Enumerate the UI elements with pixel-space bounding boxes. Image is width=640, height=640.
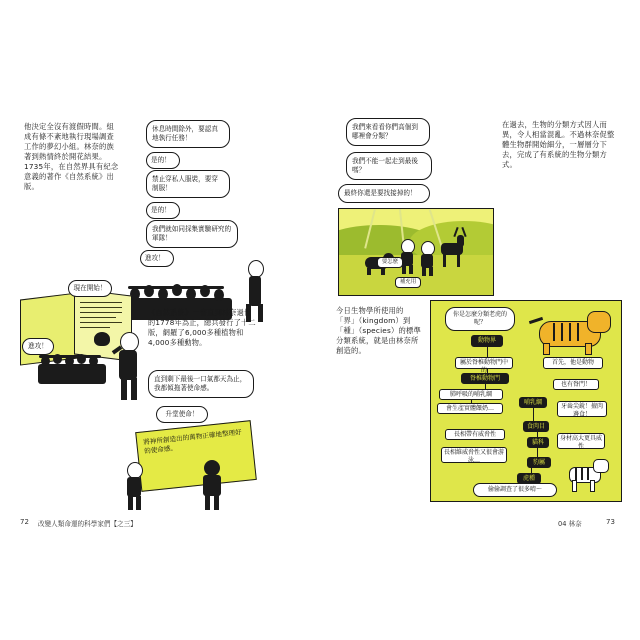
- node-tiger-species: 虎種: [517, 473, 541, 484]
- node-first-animal: 首先，他是動物: [543, 357, 603, 369]
- balloon-final-use: [338, 184, 430, 203]
- node-spine-note: 屬於脊椎動物門中的: [455, 357, 513, 369]
- node-mammalia: 哺乳綱: [519, 397, 547, 408]
- balloon-advance: [140, 250, 174, 267]
- node-looks-threatening: 長相帶有威脅性: [445, 429, 505, 440]
- node-panthera: 豹屬: [527, 457, 551, 468]
- bottom-note-balloon: [473, 483, 557, 497]
- creator-order-plaque: [135, 420, 257, 492]
- edge-5: [533, 408, 534, 421]
- edge-3: [485, 384, 486, 389]
- carrier-figure-left: [122, 462, 148, 510]
- node-how-question: [445, 307, 515, 331]
- animal-scene-illustration: [338, 208, 494, 296]
- node-felidae: 貓科: [527, 437, 549, 448]
- balloon-final-use-text: 最終你還是要找接掉的！: [344, 189, 417, 197]
- node-chordata: 脊椎動物門: [461, 373, 509, 384]
- node-milk: 會生產實體餵奶…: [437, 403, 503, 414]
- left-intro-paragraph: 他決定全沒有渡假時間。組成有條不紊地執行現場調查工作的夢幻小組。林奈的族著到熱情終於開花結果。1735年，在自然界具有紀念意義的著作《自然系統》出版。: [24, 122, 119, 192]
- callout-systema-note: 《自然系統》一書直到林奈過世的1778年為止，總共發行了十二版，網羅了6,000多種植物和4,000多種動物。: [148, 308, 256, 347]
- taxonomy-diagram: [430, 300, 622, 502]
- lower-crowd-illustration: [38, 346, 108, 386]
- balloon-dress-code-text: 禁止穿私人服裝，要穿制服！: [152, 175, 218, 192]
- edge-4: [471, 400, 472, 403]
- node-animal-kingdom: 動物界: [471, 335, 503, 347]
- scene-label-1-text: 要怎麼: [381, 259, 399, 265]
- balloon-rest-time-text: 休息時間除外，要認真地執行任務！: [152, 125, 218, 142]
- right-page-number: 73: [606, 518, 615, 526]
- scene-label-2: [395, 277, 421, 288]
- bottom-note-text: 偷偷調查了很多唷～: [487, 486, 542, 493]
- balloon-go2-text: 是的！: [151, 206, 171, 214]
- scene-person-2: [417, 241, 437, 275]
- callout-one-breath-text: 直到剩下最後一口氣都天為止，我都傾拖著使命感。: [154, 375, 247, 392]
- balloon-mission-text: 升堂使命！: [165, 410, 199, 418]
- zebra-illustration: [565, 457, 611, 493]
- balloon-come-look: [346, 118, 430, 146]
- scene-person-1: [397, 239, 417, 273]
- balloon-army-text: 我們就如同採集實驗研究的軍隊！: [152, 225, 232, 242]
- creator-order-plaque-text: 將神所創造出的萬物正確地整理好的使命感。: [142, 428, 243, 456]
- left-page-number: 72: [20, 518, 29, 526]
- edge-8: [531, 468, 532, 473]
- left-footer: 改變人類命運的科學家們【之三】: [38, 520, 137, 528]
- right-page: [330, 110, 630, 530]
- balloon-rest-time: [146, 120, 230, 148]
- linnaeus-figure-pointing: [112, 332, 146, 402]
- edge-1: [487, 347, 488, 357]
- deer-silhouette: [435, 227, 469, 269]
- edge-7: [537, 448, 538, 457]
- right-footer: 04 林奈: [558, 520, 582, 528]
- node-lung-breathing: 肺呼吸的哺乳綱: [439, 389, 503, 400]
- balloon-mission: [156, 406, 208, 423]
- node-long-aggressive: 長相維威脅性又很會游泳…: [441, 447, 507, 463]
- balloon-advance2-text: 進攻！: [28, 342, 48, 350]
- node-how-question-text: 你是怎麼分類老虎的呢？: [452, 311, 507, 327]
- balloon-come-look-text: 我們來看看你們高個到哪裡會分類？: [352, 123, 418, 140]
- balloon-start-now-text: 現在開始！: [73, 284, 107, 292]
- node-has-spine: 也有脊門！: [553, 379, 599, 390]
- left-page: [16, 110, 306, 530]
- scene-label-1: [377, 257, 403, 268]
- balloon-go1: [146, 152, 180, 169]
- tiger-silhouette: [529, 303, 613, 355]
- right-intro-paragraph: 在過去，生物的分類方式因人而異，令人相當混亂。不過林奈促整體生物群開始細分，一層層分下去，完成了有系統的生物分類方式。: [502, 120, 615, 170]
- node-big-body: 身材高大更具威性: [557, 433, 605, 449]
- taxonomy-caption: 今日生物學所使用的「界」（kingdom）到「種」（species）的標準分類系統，就是由林奈所創造的。: [336, 306, 421, 356]
- node-carnivora: 食肉目: [523, 421, 549, 432]
- node-sharp-teeth: 牙齒尖銳！擅肉邊食！: [557, 401, 607, 417]
- edge-2: [487, 369, 488, 373]
- balloon-start-now: [68, 280, 112, 297]
- balloon-go2: [146, 202, 180, 219]
- balloon-not-same: [346, 152, 432, 180]
- edge-6: [537, 432, 538, 437]
- balloon-advance-text: 進攻！: [145, 254, 165, 262]
- scene-label-2-text: 補充用: [399, 279, 417, 285]
- callout-one-breath: [148, 370, 254, 398]
- balloon-dress-code: [146, 170, 230, 198]
- balloon-go1-text: 是的！: [151, 156, 171, 164]
- balloon-army: [146, 220, 238, 248]
- carrier-figure-right: [198, 460, 228, 510]
- balloon-not-same-text: 我們不能一起走到最後嗎？: [352, 157, 418, 174]
